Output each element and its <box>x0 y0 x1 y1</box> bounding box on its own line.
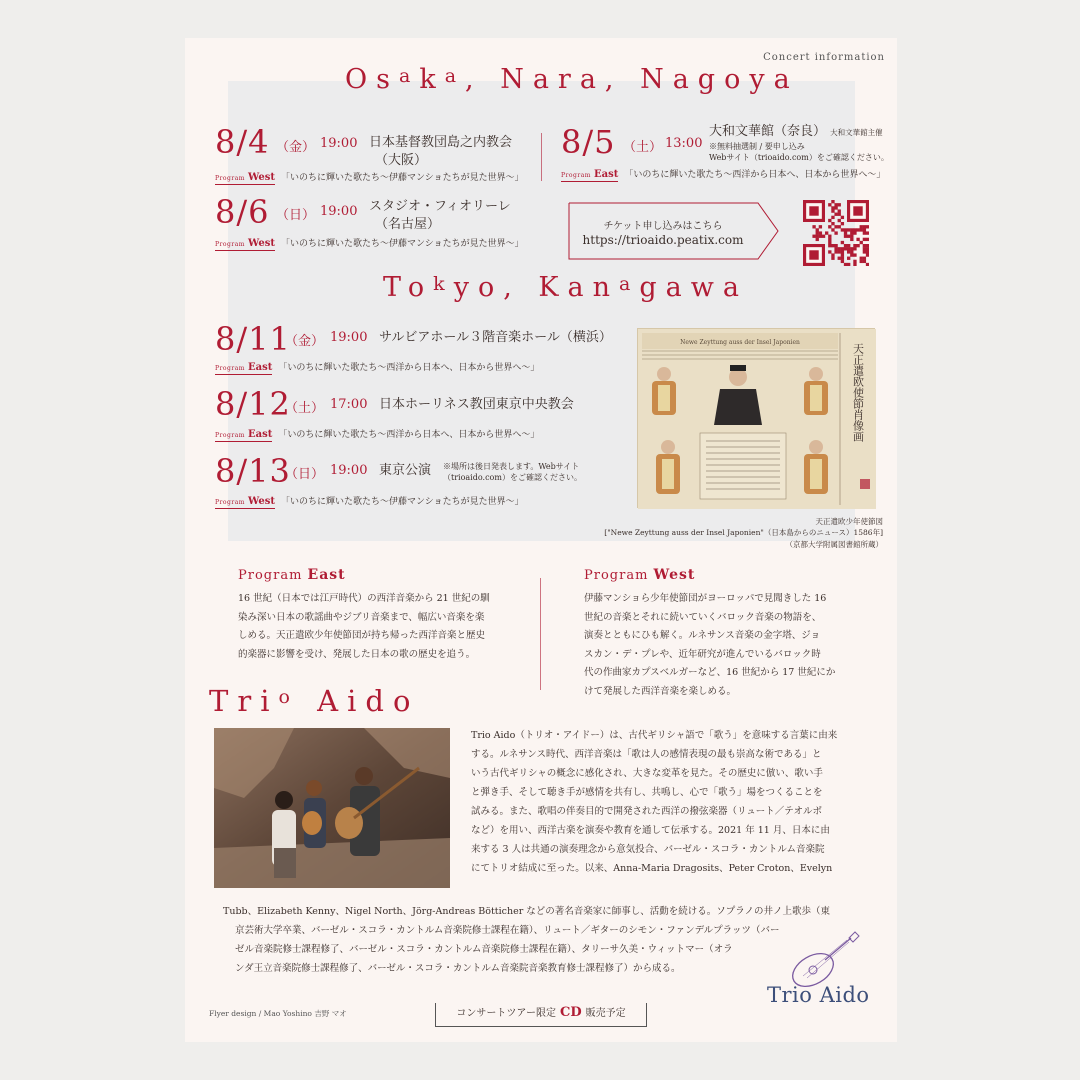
venue-line: スタジオ・フィオリーレ <box>369 199 511 214</box>
painting-illustration <box>638 329 876 509</box>
cd-pre: コンサートツアー限定 <box>456 1008 557 1019</box>
program-tag <box>215 172 275 185</box>
desc-line: 16 世紀（日本では江戸時代）の西洋音楽から 21 世紀の馴 <box>238 593 490 604</box>
region-title-kansai-chubu <box>345 64 799 95</box>
event-program <box>215 170 524 185</box>
trio-aido-heading <box>209 684 419 718</box>
bio-line: にてトリオ結成に至った。以来、Anna-Maria Dragosits、Peter Croton、Evelyn <box>471 863 833 874</box>
trio-bio-right <box>471 726 837 878</box>
program-name: East <box>248 362 273 373</box>
program-desc: 「いのちに輝いた歌たち〜伊藤マンショたちが見た世界〜」 <box>281 173 524 183</box>
event-program <box>215 236 524 251</box>
program-desc: 「いのちに輝いた歌たち〜西洋から日本へ、日本から世界へ〜」 <box>278 430 540 440</box>
program-name: West <box>248 238 276 249</box>
event-venue <box>379 396 574 414</box>
painting-side-text: 天正遣欧使節肖像画 <box>851 343 865 442</box>
event-card <box>215 123 270 161</box>
logo-text: Trio Aido <box>767 983 870 1007</box>
program-east-desc <box>238 590 490 664</box>
event-date: 8/12 <box>215 385 291 423</box>
event-venue <box>379 329 612 347</box>
cd-sale-notice <box>435 1003 647 1027</box>
program-tag <box>215 238 275 251</box>
event-card <box>215 320 291 358</box>
program-word: Program <box>215 499 245 506</box>
cd-label: CD <box>560 1005 582 1020</box>
ticket-link[interactable] <box>568 202 780 260</box>
bio-line: と弾き手、そして聴き手が感情を共有し、共鳴し、心で「歌う」場をつくることを <box>471 787 823 798</box>
desc-line: 的楽器に影響を受け、発展した日本の歌の歴史を追う。 <box>238 648 476 660</box>
region-title-kanto <box>383 272 748 303</box>
program-desc: 「いのちに輝いた歌たち〜西洋から日本へ、日本から世界へ〜」 <box>624 170 886 180</box>
event-date: 8/13 <box>215 452 291 490</box>
ticket-label: チケット申し込みはこちら <box>603 221 723 232</box>
bio-line: ゼル音楽院修士課程修了、バーゼル・スコラ・カントルム音楽院修士課程在籍）、タリーサ久美・ウィットマー（オラ <box>235 944 733 955</box>
event-card <box>215 193 270 231</box>
venue-line: （大阪） <box>375 152 428 168</box>
region2-small: k <box>433 273 454 295</box>
region2-rest: gawa <box>639 272 748 303</box>
program-west-desc <box>584 590 835 701</box>
ticket-url[interactable]: https://trioaido.peatix.com <box>582 233 744 247</box>
program-word: Program <box>561 172 591 179</box>
historic-painting <box>637 328 875 508</box>
bio-line: する。ルネサンス時代、西洋音楽は「歌は人の感情表現の最も崇高な術である」と <box>471 749 822 760</box>
bio-line: Tubb、Elizabeth Kenny、Nigel North、Jörg-Andreas Bötticher などの著名音楽家に師事し、活動を続ける。ソプラノの井ノ上歌歩（東 <box>223 906 831 917</box>
bio-line: 試みる。また、歌唱の伴奏目的で開発された西洋の撥弦楽器（リュート／テオルボ <box>471 806 823 817</box>
region1-small: a <box>399 65 420 87</box>
program-desc: 「いのちに輝いた歌たち〜西洋から日本へ、日本から世界へ〜」 <box>278 363 540 373</box>
concert-flyer <box>185 38 897 1042</box>
event-day: （金） <box>276 140 316 155</box>
event-card <box>215 385 291 423</box>
venue-line: 日本基督教団島之内教会 <box>369 135 513 150</box>
program-name: West <box>248 496 276 507</box>
divider <box>540 578 541 690</box>
event-card <box>215 452 291 490</box>
venue-line: 東京公演 <box>379 463 432 478</box>
desc-line: 染み深い日本の歌謡曲やジブリ音楽まで、幅広い音楽を楽 <box>238 611 485 623</box>
bio-line: ンダ王立音楽院修士課程修了、バーゼル・スコラ・カントルム音楽院音楽教育修士課程修了）から成る。 <box>235 963 681 974</box>
bio-line: Trio Aido（トリオ・アイドー）は、古代ギリシャ語で「歌う」を意味する言葉に由来 <box>471 730 838 741</box>
event-date: 8/11 <box>215 320 291 358</box>
note-line: ※場所は後日発表します。Webサイト <box>443 462 580 471</box>
event-date: 8/5 <box>561 123 616 161</box>
event-time: 19:00 <box>330 330 368 345</box>
trio-title-small: o <box>278 686 299 708</box>
desc-line: 演奏とともにひも解く。ルネサンス音楽の金字塔、ジョ <box>584 630 821 642</box>
desc-line: 伊藤マンショら少年使節団がヨーロッパで見聞きした 16 <box>584 593 827 604</box>
program-name: East <box>594 169 619 180</box>
event-venue <box>709 123 883 141</box>
event-time: 19:00 <box>320 204 358 219</box>
region2-mid: yo, Kan <box>453 272 620 303</box>
event-program <box>561 167 885 182</box>
event-date: 8/4 <box>215 123 270 161</box>
program-name: West <box>653 567 696 583</box>
desc-line: しめる。天正遣欧少年使節団が持ち帰った西洋音楽と歴史 <box>238 630 486 642</box>
event-notes <box>443 461 582 483</box>
cd-post: 販売予定 <box>585 1008 626 1019</box>
qr-code-graphic <box>803 200 869 266</box>
venue-line: 日本ホーリネス教団東京中央教会 <box>379 397 574 412</box>
event-program <box>215 360 539 375</box>
venue-line: サルビアホール３階音楽ホール（横浜） <box>379 330 612 345</box>
painting-caption <box>604 516 883 550</box>
trio-title-pre: Tri <box>209 684 279 718</box>
concert-info-label: Concert information <box>763 52 885 63</box>
bio-line: 来する 3 人は共通の演奏理念から意気投合、バーゼル・スコラ・カントルム音楽院 <box>471 844 825 855</box>
event-day: （土） <box>623 140 663 155</box>
program-tag <box>215 496 275 509</box>
note-line: Webサイト（trioaido.com）をご確認ください。 <box>709 153 889 163</box>
caption-line: ["Newe Zeyttung auss der Insel Japonien"（日本島からのニュース）1586年] <box>604 528 883 538</box>
flyer-credit: Flyer design / Mao Yoshino 吉野 マオ <box>209 1009 347 1018</box>
program-desc: 「いのちに輝いた歌たち〜伊藤マンショたちが見た世界〜」 <box>281 239 524 249</box>
lute-icon <box>763 928 883 988</box>
program-name: East <box>307 567 346 583</box>
painting-header: Newe Zeyttung auss der Insel Japonien <box>680 339 800 346</box>
event-day: （日） <box>276 208 316 223</box>
region1-small2: a <box>444 65 466 87</box>
note-line: ※無料抽選制 / 要申し込み <box>709 142 805 151</box>
region1-pre: Os <box>345 64 399 95</box>
event-notes <box>709 141 889 163</box>
divider <box>541 133 542 181</box>
trio-bio-full <box>223 902 830 978</box>
program-word: Program <box>215 432 245 439</box>
event-venue <box>369 134 512 169</box>
event-day: （日） <box>285 467 325 482</box>
event-day: （土） <box>285 401 325 416</box>
trio-photo <box>214 728 450 888</box>
program-east-title <box>238 567 346 583</box>
qr-code[interactable] <box>803 200 869 266</box>
event-program <box>215 494 524 509</box>
event-time: 13:00 <box>665 136 703 151</box>
program-west-title <box>584 567 695 583</box>
region2-small2: a <box>619 273 640 295</box>
program-tag <box>561 169 618 182</box>
bio-line: いう古代ギリシャの概念に感化され、大きな変革を見た。その歴史に倣い、歌い手 <box>471 768 823 779</box>
desc-line: けて発展した西洋音楽を楽しめる。 <box>584 685 737 697</box>
program-word: Program <box>215 175 245 182</box>
program-word: Program <box>215 365 245 372</box>
program-desc: 「いのちに輝いた歌たち〜伊藤マンショたちが見た世界〜」 <box>281 497 524 507</box>
event-program <box>215 427 539 442</box>
caption-line: 天正遣欧少年使節図 <box>815 517 883 526</box>
note-line: （trioaido.com）をご確認ください。 <box>443 473 582 483</box>
event-day: （金） <box>285 334 325 349</box>
desc-line: スカン・デ・プレや、近年研究が進んでいるバロック時 <box>584 648 821 660</box>
event-venue <box>379 462 431 480</box>
region1-mid: k <box>419 64 445 95</box>
event-time: 19:00 <box>320 136 358 151</box>
venue-line: 大和文華館（奈良） <box>709 124 827 139</box>
venue-line: （名古屋） <box>375 216 441 232</box>
bio-line: 京芸術大学卒業、バーゼル・スコラ・カントルム音楽院修士課程在籍）、リュート／ギターのシモン・ファンデルプラッツ（バー <box>235 925 780 936</box>
event-venue <box>369 198 511 233</box>
event-time: 19:00 <box>330 463 368 478</box>
region1-rest: , Nara, Nagoya <box>465 64 799 95</box>
desc-line: 代の作曲家カプスベルガーなど、16 世紀から 17 世紀にか <box>584 667 836 679</box>
event-time: 17:00 <box>330 397 368 412</box>
region2-pre: To <box>383 272 434 303</box>
program-tag <box>215 362 272 375</box>
program-name: East <box>248 429 273 440</box>
event-card <box>561 123 616 161</box>
program-word: Program <box>238 568 303 583</box>
venue-organizer: 大和文華館主催 <box>830 128 883 137</box>
caption-line: （京都大学附属図書館所蔵） <box>785 539 883 549</box>
program-word: Program <box>215 241 245 248</box>
desc-line: 世紀の音楽とそれに続いていくバロック音楽の物語を、 <box>584 611 822 623</box>
bio-line: など）を用い、西洋古楽を演奏や教育を通して伝承する。2021 年 11 月、日本に由 <box>471 825 830 836</box>
trio-title-rest: Aido <box>298 684 420 718</box>
event-date: 8/6 <box>215 193 270 231</box>
program-word: Program <box>584 568 649 583</box>
program-tag <box>215 429 272 442</box>
trio-photo-illustration <box>214 728 450 888</box>
program-name: West <box>248 172 276 183</box>
